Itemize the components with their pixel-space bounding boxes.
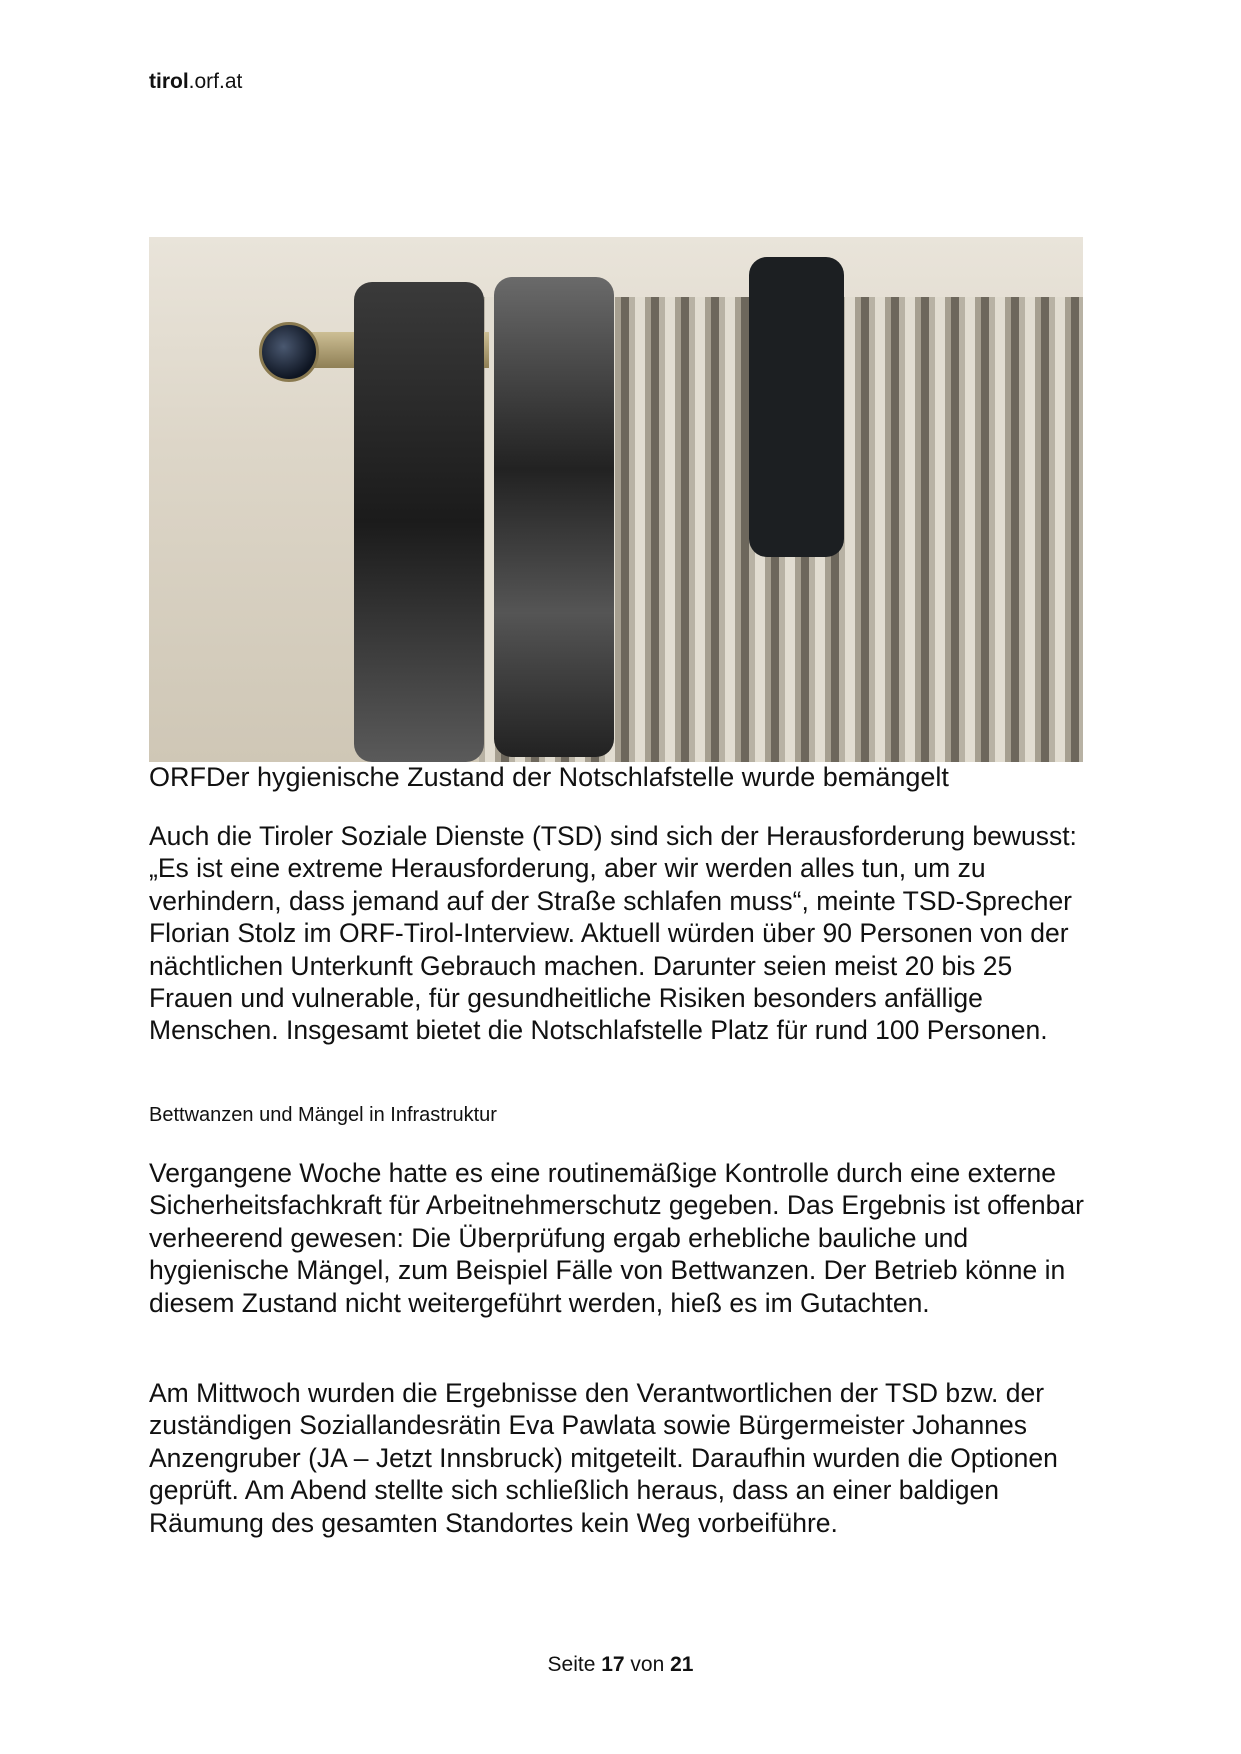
valve-graphic bbox=[259, 322, 319, 382]
page-number bbox=[0, 1653, 1241, 1677]
article-paragraph: Auch die Tiroler Soziale Dienste (TSD) sind sich der Herausforderung bewusst: „Es ist eine extreme Herausforderung, aber wir werden alles tun, um zu verhindern, dass jemand auf der Straße schlafen muss“, meinte TSD-Sprecher Florian Stolz im ORF-Tirol-Interview. Aktuell würden über 90 Personen von der nächtlichen Unterkunft Gebrauch machen. Darunter seien meist 20 bis 25 Frauen und vulnerable, für gesundheitliche Risiken besonders anfällige Menschen. Insgesamt bietet die Notschlafstelle Platz für rund 100 Personen. bbox=[149, 821, 1077, 1046]
article-paragraph: Vergangene Woche hatte es eine routinemäßige Kontrolle durch eine externe Sicherheitsfachkraft für Arbeitnehmerschutz gegeben. Das Ergebnis ist offenbar verheerend gewesen: Die Überprüfung ergab erhebliche bauliche und hygienische Mängel, zum Beispiel Fälle von Bettwanzen. Der Betrieb könne in diesem Zustand nicht weitergeführt werden, hieß es im Gutachten. bbox=[149, 1158, 1084, 1318]
page-label: Seite bbox=[547, 1653, 602, 1676]
photo-caption: ORFDer hygienische Zustand der Notschlafstelle wurde bemängelt bbox=[149, 762, 949, 792]
total-pages: 21 bbox=[670, 1653, 694, 1676]
article-paragraph: Am Mittwoch wurden die Ergebnisse den Verantwortlichen der TSD bzw. der zuständigen Soziallandesrätin Eva Pawlata sowie Bürgermeister Johannes Anzengruber (JA – Jetzt Innsbruck) mitgeteilt. Daraufhin wurden die Optionen geprüft. Am Abend stellte sich schließlich heraus, dass an einer baldigen Räumung des gesamten Standortes kein Weg vorbeiführe. bbox=[149, 1378, 1058, 1538]
article-subheading: Bettwanzen und Mängel in Infrastruktur bbox=[149, 1104, 497, 1126]
site-name bbox=[149, 70, 242, 94]
sock-graphic bbox=[354, 282, 484, 762]
page-of-label: von bbox=[624, 1653, 671, 1676]
site-name-bold: tirol bbox=[149, 70, 189, 93]
site-name-rest: .orf.at bbox=[188, 70, 243, 93]
article-photo bbox=[149, 237, 1083, 762]
sock-graphic bbox=[494, 277, 614, 757]
sock-graphic bbox=[749, 257, 844, 557]
current-page: 17 bbox=[601, 1653, 625, 1676]
